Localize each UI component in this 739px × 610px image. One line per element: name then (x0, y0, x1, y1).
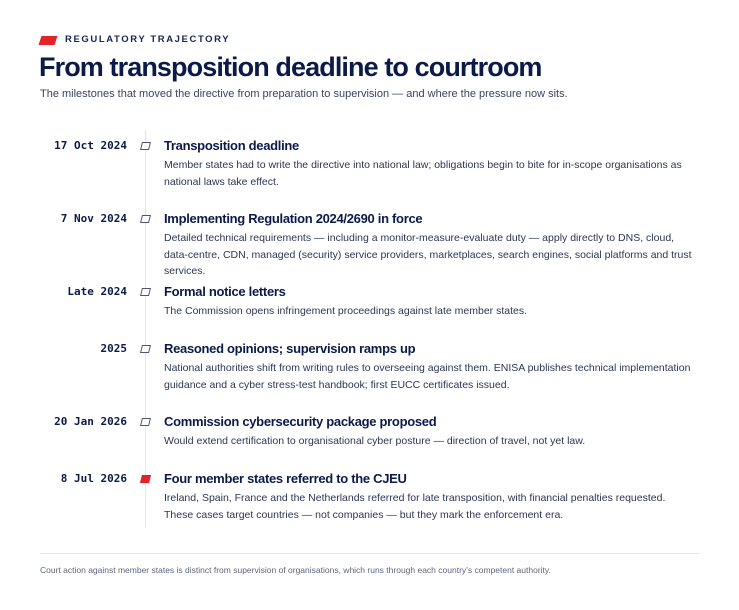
timeline-body: Member states had to write the directive into national law; obligations begin to bite for in-scope organisations as national laws take effect. (164, 159, 682, 188)
page-subtitle: The milestones that moved the directive from preparation to supervision — and where the pressure now sits. (40, 88, 568, 100)
timeline-date: 8 Jul 2026 (60, 472, 127, 485)
timeline-date: Late 2024 (67, 285, 127, 298)
eyebrow-mark (39, 36, 58, 45)
eyebrow-text: REGULATORY TRAJECTORY (65, 34, 231, 45)
timeline-title: Transposition deadline (164, 138, 299, 153)
footnote: Court action against member states is distinct from supervision of organisations, which runs through each country’s competent authority. (40, 565, 551, 575)
eyebrow (40, 35, 230, 45)
timeline-marker (140, 418, 151, 426)
timeline-title: Four member states referred to the CJEU (164, 471, 407, 486)
timeline-title: Implementing Regulation 2024/2690 in force (164, 211, 423, 226)
timeline-date: 17 Oct 2024 (54, 139, 127, 152)
footer-divider (40, 553, 699, 554)
timeline-marker (140, 142, 151, 150)
timeline-rail (145, 130, 146, 528)
timeline-body: Ireland, Spain, France and the Netherlands referred for late transposition, with financial penalties requested. These cases target countries — not companies — but they mark the enforcement era. (164, 492, 666, 521)
timeline-date: 7 Nov 2024 (60, 212, 127, 225)
timeline-date: 2025 (100, 342, 127, 355)
timeline-body: Would extend certification to organisational cyber posture — direction of travel, not yet law. (164, 435, 586, 447)
timeline-body: Detailed technical requirements — including a monitor-measure-evaluate duty — apply directly to DNS, cloud, data-centre, CDN, managed (security) service providers, marketplaces, search engines, social platforms and trust services. (164, 232, 692, 277)
timeline-marker (140, 345, 151, 353)
timeline-title: Formal notice letters (164, 284, 286, 299)
timeline-date: 20 Jan 2026 (54, 415, 127, 428)
timeline-marker-active (140, 475, 151, 483)
page-title: From transposition deadline to courtroom (39, 52, 542, 82)
timeline-body: The Commission opens infringement proceedings against late member states. (164, 305, 528, 317)
timeline-body: National authorities shift from writing rules to overseeing against them. ENISA publishes technical implementation guidance and a cyber stress-test handbook; first EUCC certificates issued. (164, 362, 691, 391)
timeline-marker (140, 215, 151, 223)
timeline-title: Reasoned opinions; supervision ramps up (164, 341, 416, 356)
timeline-title: Commission cybersecurity package proposed (164, 414, 437, 429)
timeline-marker (140, 288, 151, 296)
